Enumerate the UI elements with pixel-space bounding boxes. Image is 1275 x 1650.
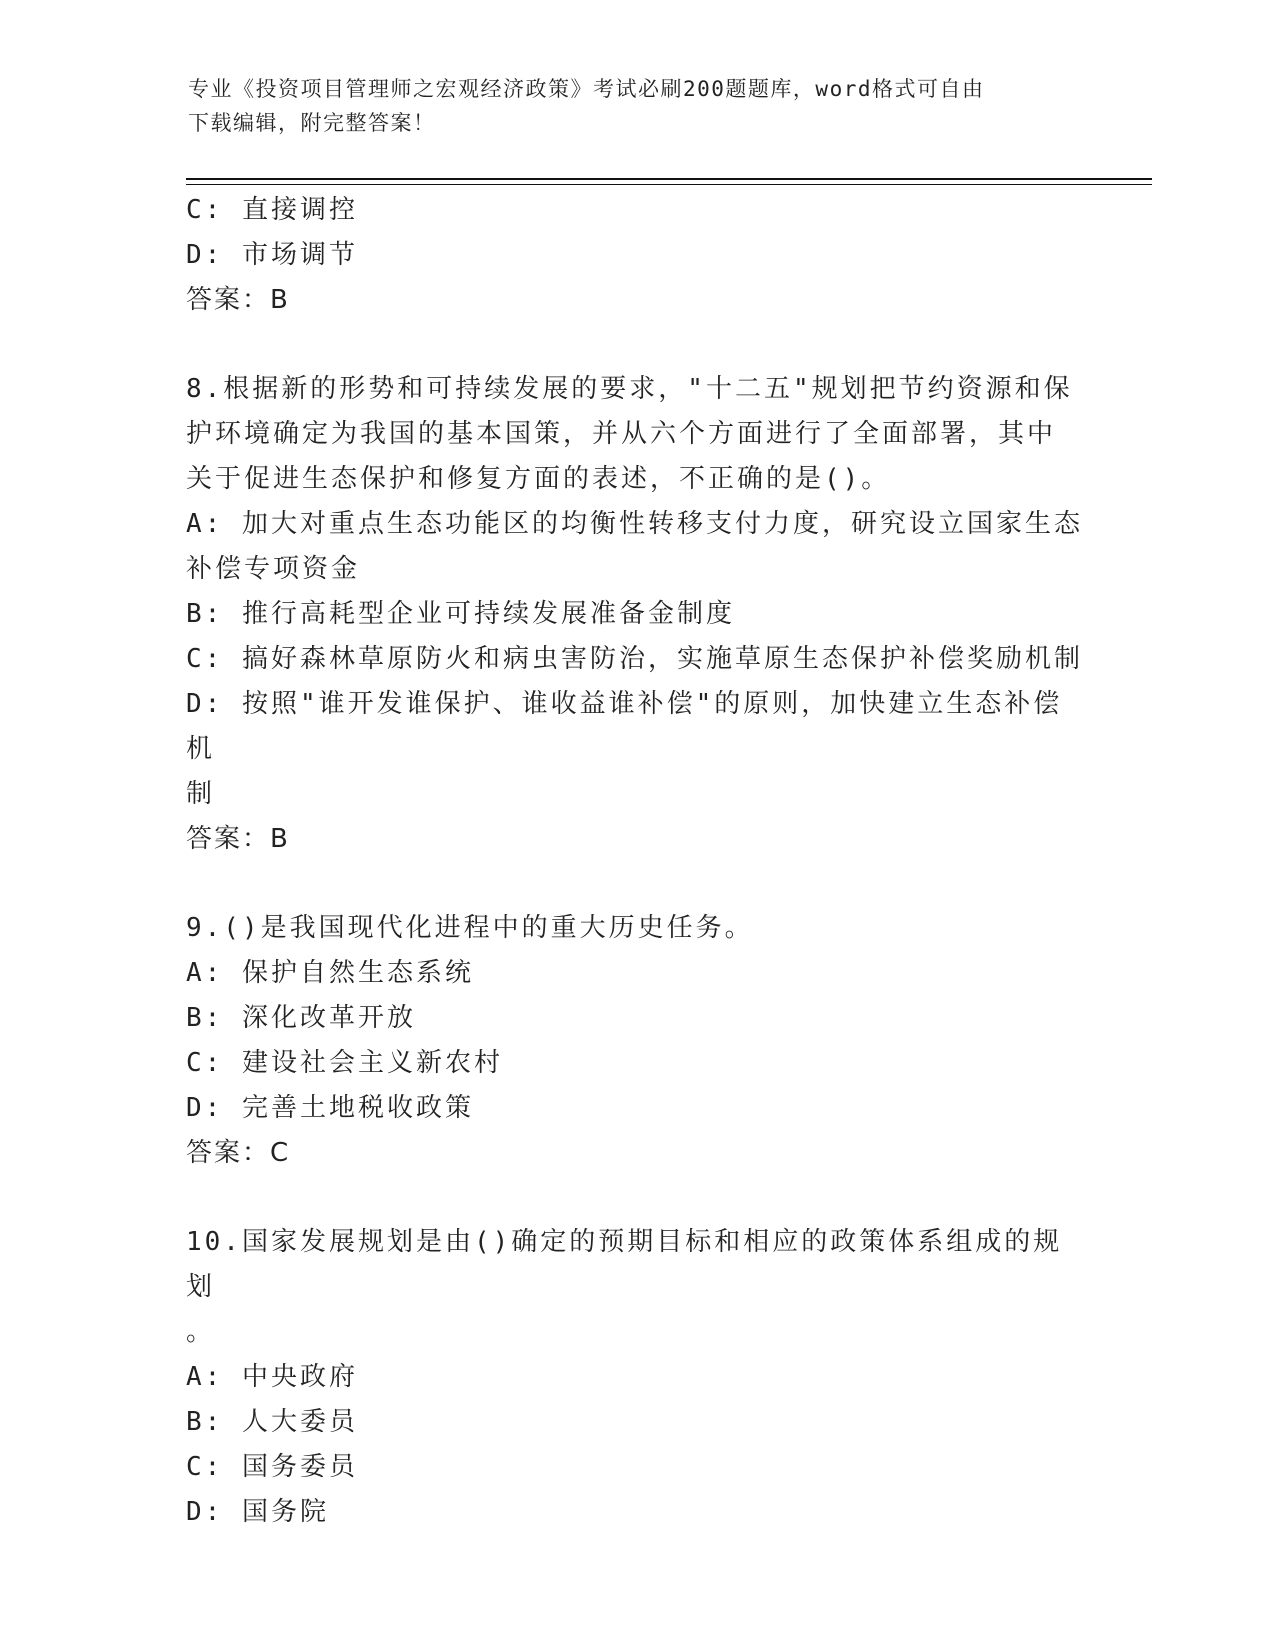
question-text: 9.()是我国现代化进程中的重大历史任务。 <box>186 913 754 943</box>
option-b: B: 人大委员 <box>186 1407 358 1437</box>
question-text: 10.国家发展规划是由()确定的预期目标和相应的政策体系组成的规划 <box>186 1227 1063 1302</box>
option-c: C: 建设社会主义新农村 <box>186 1048 503 1078</box>
option-d: D: 完善土地税收政策 <box>186 1093 474 1123</box>
header-rule-thick <box>186 178 1152 180</box>
document-body <box>186 188 1086 1535</box>
answer: 答案：B <box>186 285 290 315</box>
option-a-continued: 补偿专项资金 <box>186 554 361 584</box>
option-d: D: 按照"谁开发谁保护、谁收益谁补偿"的原则，加快建立生态补偿机 <box>186 689 1063 764</box>
question-text: 关于促进生态保护和修复方面的表述，不正确的是()。 <box>186 464 891 494</box>
option-b: B: 推行高耗型企业可持续发展准备金制度 <box>186 599 735 629</box>
question-8 <box>186 367 1086 862</box>
option-a: A: 中央政府 <box>186 1362 358 1392</box>
option-d: D: 市场调节 <box>186 240 358 270</box>
option-d-continued: 制 <box>186 779 216 809</box>
option-b: B: 深化改革开放 <box>186 1003 416 1033</box>
question-9 <box>186 906 1086 1176</box>
header-line-2: 下载编辑，附完整答案！ <box>188 111 436 135</box>
question-10 <box>186 1220 1086 1535</box>
header-line-1: 专业《投资项目管理师之宏观经济政策》考试必刷200题题库，word格式可自由 <box>188 77 985 101</box>
question-7-tail <box>186 188 1086 323</box>
option-c: C: 国务委员 <box>186 1452 358 1482</box>
option-a: A: 保护自然生态系统 <box>186 958 474 988</box>
document-header <box>188 72 1068 140</box>
header-rule-thin <box>186 184 1152 185</box>
answer: 答案：B <box>186 824 290 854</box>
option-c: C: 直接调控 <box>186 195 358 225</box>
question-text: 8.根据新的形势和可持续发展的要求，"十二五"规划把节约资源和保 <box>186 374 1073 404</box>
option-a: A: 加大对重点生态功能区的均衡性转移支付力度，研究设立国家生态 <box>186 509 1083 539</box>
option-c: C: 搞好森林草原防火和病虫害防治，实施草原生态保护补偿奖励机制 <box>186 644 1083 674</box>
question-text: 护环境确定为我国的基本国策，并从六个方面进行了全面部署，其中 <box>186 419 1057 449</box>
answer: 答案：C <box>186 1138 291 1168</box>
option-d: D: 国务院 <box>186 1497 329 1527</box>
question-text-continued: 。 <box>186 1317 216 1347</box>
